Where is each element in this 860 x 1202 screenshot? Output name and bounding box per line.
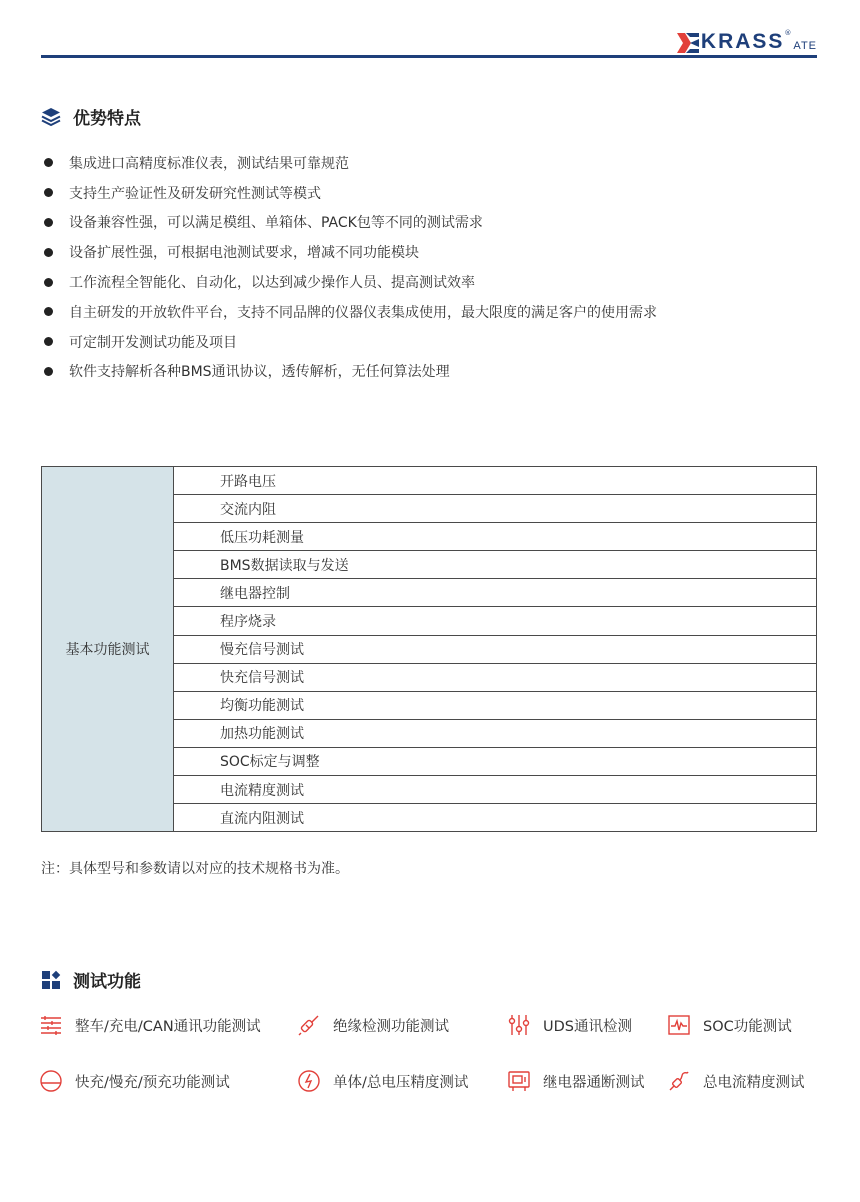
table-cell: 电流精度测试 (174, 776, 817, 804)
list-item-text: 设备扩展性强，可根据电池测试要求，增减不同功能模块 (69, 245, 419, 262)
waveform-monitor-icon (668, 1015, 690, 1035)
table-cell: 快充信号测试 (174, 663, 817, 691)
table-cell: 加热功能测试 (174, 719, 817, 747)
spec-note: 注：具体型号和参数请以对应的技术规格书为准。 (41, 861, 349, 877)
table-cell: 均衡功能测试 (174, 691, 817, 719)
features-title: 优势特点 (73, 109, 141, 129)
table-cell: 开路电压 (174, 467, 817, 495)
function-label: 单体/总电压精度测试 (333, 1074, 469, 1091)
bullet-icon (44, 278, 53, 287)
test-functions-title: 测试功能 (73, 972, 141, 992)
function-label: 总电流精度测试 (703, 1074, 805, 1091)
table-cell: 程序烧录 (174, 607, 817, 635)
function-label: 快充/慢充/预充功能测试 (75, 1074, 230, 1091)
relay-box-icon (508, 1070, 530, 1092)
function-item (668, 1066, 820, 1096)
charge-circle-icon (40, 1070, 62, 1092)
list-item (44, 357, 657, 387)
sliders-icon (508, 1014, 530, 1036)
spec-table (41, 466, 817, 832)
function-label: 绝缘检测功能测试 (333, 1018, 449, 1035)
test-functions-grid (40, 1010, 820, 1096)
logo-subtext: ATE (793, 40, 817, 52)
table-cell: 交流内阻 (174, 495, 817, 523)
grid-blocks-icon (41, 970, 61, 990)
logo-text: KRASS (700, 30, 785, 53)
logo-registered-mark: ® (784, 29, 792, 37)
table-cell: SOC标定与调整 (174, 747, 817, 775)
bullet-icon (44, 367, 53, 376)
table-cell: 直流内阻测试 (174, 804, 817, 832)
function-label: UDS通讯检测 (543, 1018, 632, 1035)
function-label: SOC功能测试 (703, 1018, 792, 1035)
table-cell: BMS数据读取与发送 (174, 551, 817, 579)
list-item-text: 工作流程全智能化、自动化，以达到减少操作人员、提高测试效率 (69, 275, 475, 292)
function-item (668, 1010, 820, 1040)
test-functions-heading (41, 967, 141, 992)
list-item-text: 可定制开发测试功能及项目 (69, 334, 237, 351)
function-item (40, 1066, 298, 1096)
list-item (44, 178, 657, 208)
bullet-icon (44, 188, 53, 197)
bullet-icon (44, 337, 53, 346)
bullet-icon (44, 218, 53, 227)
list-item (44, 327, 657, 357)
table-cell: 继电器控制 (174, 579, 817, 607)
function-item (508, 1010, 668, 1040)
bullet-icon (44, 307, 53, 316)
table-cell: 慢充信号测试 (174, 635, 817, 663)
table-cell: 低压功耗测量 (174, 523, 817, 551)
function-item (40, 1010, 298, 1040)
features-heading (41, 104, 141, 129)
list-item (44, 297, 657, 327)
header-divider (41, 55, 817, 58)
lightning-circle-icon (298, 1070, 320, 1092)
list-item (44, 267, 657, 297)
current-wire-icon (668, 1070, 690, 1092)
brand-logo (677, 27, 817, 53)
list-item (44, 208, 657, 238)
table-category-cell: 基本功能测试 (42, 467, 174, 832)
function-item (508, 1066, 668, 1096)
features-list (44, 148, 657, 386)
table-row (42, 467, 817, 495)
bullet-icon (44, 248, 53, 257)
list-item (44, 237, 657, 267)
function-item (298, 1066, 508, 1096)
list-item-text: 支持生产验证性及研发研究性测试等模式 (69, 185, 321, 202)
krass-logo-mark-icon (677, 33, 699, 53)
list-item-text: 自主研发的开放软件平台，支持不同品牌的仪器仪表集成使用，最大限度的满足客户的使用需求 (69, 304, 657, 321)
function-item (298, 1010, 508, 1040)
bullet-icon (44, 158, 53, 167)
list-item-text: 软件支持解析各种BMS通讯协议，透传解析，无任何算法处理 (69, 364, 450, 381)
can-bus-icon (40, 1015, 62, 1035)
list-item (44, 148, 657, 178)
list-item-text: 设备兼容性强，可以满足模组、单箱体、PACK包等不同的测试需求 (69, 215, 483, 232)
insulation-probe-icon (298, 1014, 320, 1036)
function-label: 继电器通断测试 (543, 1074, 645, 1091)
list-item-text: 集成进口高精度标准仪表，测试结果可靠规范 (69, 155, 349, 172)
layers-icon (41, 107, 61, 127)
function-label: 整车/充电/CAN通讯功能测试 (75, 1018, 261, 1035)
